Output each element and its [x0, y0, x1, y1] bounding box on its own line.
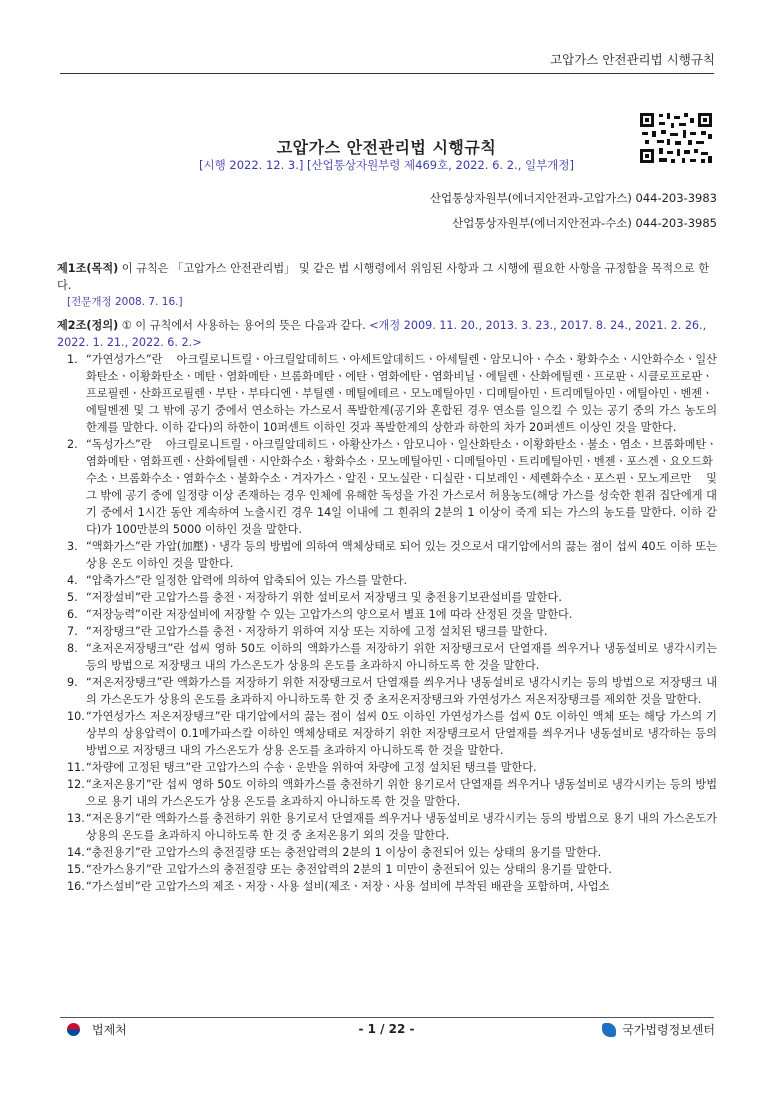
definition-item	[57, 640, 717, 674]
document-subtitle[interactable]: [시행 2022. 12. 3.] [산업통상자원부령 제469호, 2022. 6. 2., 일부개정]	[199, 158, 574, 172]
document-title: 고압가스 안전관리법 시행규칙	[276, 138, 497, 157]
item-text: “가연성가스 저온저장탱크”란 대기압에서의 끓는 점이 섭씨 0도 이하인 가연성가스를 섭씨 0도 이하인 액체 또는 해당 가스의 기상부의 상용압력이 0.1메가파스칼 이하인 액체상태로 저장하기 위한 저장탱크로서 단열재를 씌우거나 냉동설비로 냉각하는 등의 방법으로 저장탱크 내의 가스온도가 상용 온도를 초과하지 아니하도록 한 것을 말한다.	[86, 710, 717, 757]
item-number: 16.	[67, 880, 85, 893]
definition-item	[57, 810, 717, 844]
article-text: ① 이 규칙에서 사용하는 용어의 뜻은 다음과 같다.	[118, 319, 370, 332]
item-text: “저장능력”이란 저장설비에 저장할 수 있는 고압가스의 양으로서 별표 1에 따라 산정된 것을 말한다.	[86, 608, 573, 621]
item-number: 8.	[67, 642, 78, 655]
definition-item	[57, 606, 717, 623]
header-title: 고압가스 안전관리법 시행규칙	[550, 52, 715, 67]
definition-item	[57, 776, 717, 810]
item-number: 11.	[67, 761, 85, 774]
item-number: 7.	[67, 625, 78, 638]
definition-item	[57, 708, 717, 759]
item-text: “저장탱크”란 고압가스를 충전ㆍ저장하기 위하여 지상 또는 지하에 고정 설치된 탱크를 말한다.	[86, 625, 548, 638]
item-number: 6.	[67, 608, 78, 621]
item-text: “충전용기”란 고압가스의 충전질량 또는 충전압력의 2분의 1 이상이 충전되어 있는 상태의 용기를 말한다.	[86, 846, 602, 859]
amendment-note[interactable]: [전문개정 2008. 7. 16.]	[67, 296, 183, 308]
item-text: “저온용기”란 액화가스를 충전하기 위한 용기로서 단열재를 씌우거나 냉동설비로 냉각시키는 등의 방법으로 용기 내의 가스온도가 상용의 온도를 초과하지 아니하도록 한 것 중 초저온용기 외의 것을 말한다.	[86, 812, 717, 842]
item-number: 14.	[67, 846, 85, 859]
definition-item	[57, 436, 717, 538]
item-text: “차량에 고정된 탱크”란 고압가스의 수송ㆍ운반을 위하여 차량에 고정 설치된 탱크를 말한다.	[86, 761, 537, 774]
item-number: 13.	[67, 812, 85, 825]
item-number: 5.	[67, 591, 78, 604]
law-center-logo-icon	[602, 1023, 616, 1037]
item-text: “압축가스”란 일정한 압력에 의하여 압축되어 있는 가스를 말한다.	[86, 574, 408, 587]
definition-item	[57, 759, 717, 776]
article-heading: 제2조(정의)	[57, 319, 119, 332]
item-number: 15.	[67, 863, 85, 876]
footer-divider	[60, 1017, 714, 1018]
item-text: “액화가스”란 가압(加壓)ㆍ냉각 등의 방법에 의하여 액체상태로 되어 있는 것으로서 대기압에서의 끓는 점이 섭씨 40도 이하 또는 상용 온도 이하인 것을 말한다.	[86, 540, 717, 570]
item-text: “가연성가스”란 아크릴로니트릴ㆍ아크릴알데히드ㆍ아세트알데히드ㆍ아세틸렌ㆍ암모니아ㆍ수소ㆍ황화수소ㆍ시안화수소ㆍ일산화탄소ㆍ이황화탄소ㆍ메탄ㆍ염화메탄ㆍ브롬화메탄ㆍ에탄ㆍ염화에탄ㆍ염화비닐ㆍ에틸렌ㆍ산화에틸렌ㆍ프로판ㆍ시클로프로판ㆍ프로필렌ㆍ산화프로필렌ㆍ부탄ㆍ부타디엔ㆍ부틸렌ㆍ메틸에테르ㆍ모노메틸아민ㆍ디메틸아민ㆍ트리메틸아민ㆍ에틸아민ㆍ벤젠ㆍ에틸벤젠 및 그 밖에 공기 중에서 연소하는 가스로서 폭발한계(공기와 혼합된 경우 연소를 일으킬 수 있는 공기 중의 가스 농도의 한계를 말한다. 이하 같다)의 하한이 10퍼센트 이하인 것과 폭발한계의 상한과 하한의 차가 20퍼센트 이상인 것을 말한다.	[86, 353, 717, 434]
item-text: “잔가스용기”란 고압가스의 충전질량 또는 충전압력의 2분의 1 미만이 충전되어 있는 상태의 용기를 말한다.	[86, 863, 612, 876]
article-text: 이 규칙은 「고압가스 안전관리법」 및 같은 법 시행령에서 위임된 사항과 그 시행에 필요한 사항을 규정함을 목적으로 한다.	[57, 262, 710, 292]
item-number: 12.	[67, 778, 85, 791]
item-text: “초저온저장탱크”란 섭씨 영하 50도 이하의 액화가스를 저장하기 위한 저장탱크로서 단열재를 씌우거나 냉동설비로 냉각시키는 등의 방법으로 저장탱크 내의 가스온도가 상용의 온도를 초과하지 아니하도록 한 것을 말한다.	[86, 642, 717, 672]
definition-item	[57, 623, 717, 640]
item-number: 2.	[67, 438, 78, 451]
item-text: “독성가스”란 아크릴로니트릴ㆍ아크릴알데히드ㆍ아황산가스ㆍ암모니아ㆍ일산화탄소ㆍ이황화탄소ㆍ불소ㆍ염소ㆍ브롬화메탄ㆍ염화메탄ㆍ염화프렌ㆍ산화에틸렌ㆍ시안화수소ㆍ황화수소ㆍ모노메틸아민ㆍ디메틸아민ㆍ트리메틸아민ㆍ벤젠ㆍ포스겐ㆍ요오드화수소ㆍ브롬화수소ㆍ염화수소ㆍ불화수소ㆍ겨자가스ㆍ알진ㆍ모노실란ㆍ디실란ㆍ디보레인ㆍ세렌화수소ㆍ포스핀ㆍ모노게르만 및 그 밖에 공기 중에 일정량 이상 존재하는 경우 인체에 유해한 독성을 가진 가스로서 허용농도(해당 가스를 성숙한 흰쥐 집단에게 대기 중에서 1시간 동안 계속하여 노출시킨 경우 14일 이내에 그 흰쥐의 2분의 1 이상이 죽게 되는 가스의 농도를 말한다. 이하 같다)가 100만분의 5000 이하인 것을 말한다.	[86, 438, 717, 536]
page-number: - 1 / 22 -	[358, 1022, 415, 1036]
amendment-note[interactable]: <개정 2009. 11. 20., 2013. 3. 23., 2017. 8. 24., 2021. 2. 26., 2022. 1. 21., 2022. 6. 2.>	[57, 319, 707, 349]
article-1	[57, 260, 717, 311]
definition-item	[57, 538, 717, 572]
item-text: “저장설비”란 고압가스를 충전ㆍ저장하기 위한 설비로서 저장탱크 및 충전용기보관설비를 말한다.	[86, 591, 562, 604]
definition-list	[57, 351, 717, 895]
item-text: “저온저장탱크”란 액화가스를 저장하기 위한 저장탱크로서 단열재를 씌우거나 냉동설비로 냉각시키는 등의 방법으로 저장탱크 내의 가스온도가 상용의 온도를 초과하지 아니하도록 한 것 중 초저온저장탱크와 가연성가스 저온저장탱크를 제외한 것을 말한다.	[86, 676, 717, 706]
contact-line: 산업통상자원부(에너지안전과-고압가스) 044-203-3983	[429, 191, 717, 205]
definition-item	[57, 674, 717, 708]
item-number: 1.	[67, 353, 78, 366]
item-text: “초저온용기”란 섭씨 영하 50도 이하의 액화가스를 충전하기 위한 용기로서 단열재를 씌우거나 냉동설비로 냉각시키는 등의 방법으로 용기 내의 가스온도가 상용 온도를 초과하지 아니하도록 한 것을 말한다.	[86, 778, 717, 808]
definition-item	[57, 572, 717, 589]
item-number: 3.	[67, 540, 78, 553]
definition-item	[57, 351, 717, 436]
header-divider	[60, 73, 714, 74]
contact-line: 산업통상자원부(에너지안전과-수소) 044-203-3985	[452, 216, 717, 230]
definition-item	[57, 861, 717, 878]
document-body	[57, 260, 717, 901]
definition-item	[57, 878, 717, 895]
definition-item	[57, 844, 717, 861]
article-2	[57, 317, 717, 895]
footer-publisher: 국가법령정보센터	[622, 1023, 715, 1037]
item-text: “가스설비”란 고압가스의 제조ㆍ저장ㆍ사용 설비(제조ㆍ저장ㆍ사용 설비에 부착된 배관을 포함하며, 사업소	[86, 880, 610, 893]
item-number: 9.	[67, 676, 78, 689]
item-number: 10.	[67, 710, 85, 723]
article-heading: 제1조(목적)	[57, 262, 119, 275]
definition-item	[57, 589, 717, 606]
footer-right	[602, 1021, 715, 1038]
item-number: 4.	[67, 574, 78, 587]
footer-source: 법제처	[92, 1023, 127, 1037]
